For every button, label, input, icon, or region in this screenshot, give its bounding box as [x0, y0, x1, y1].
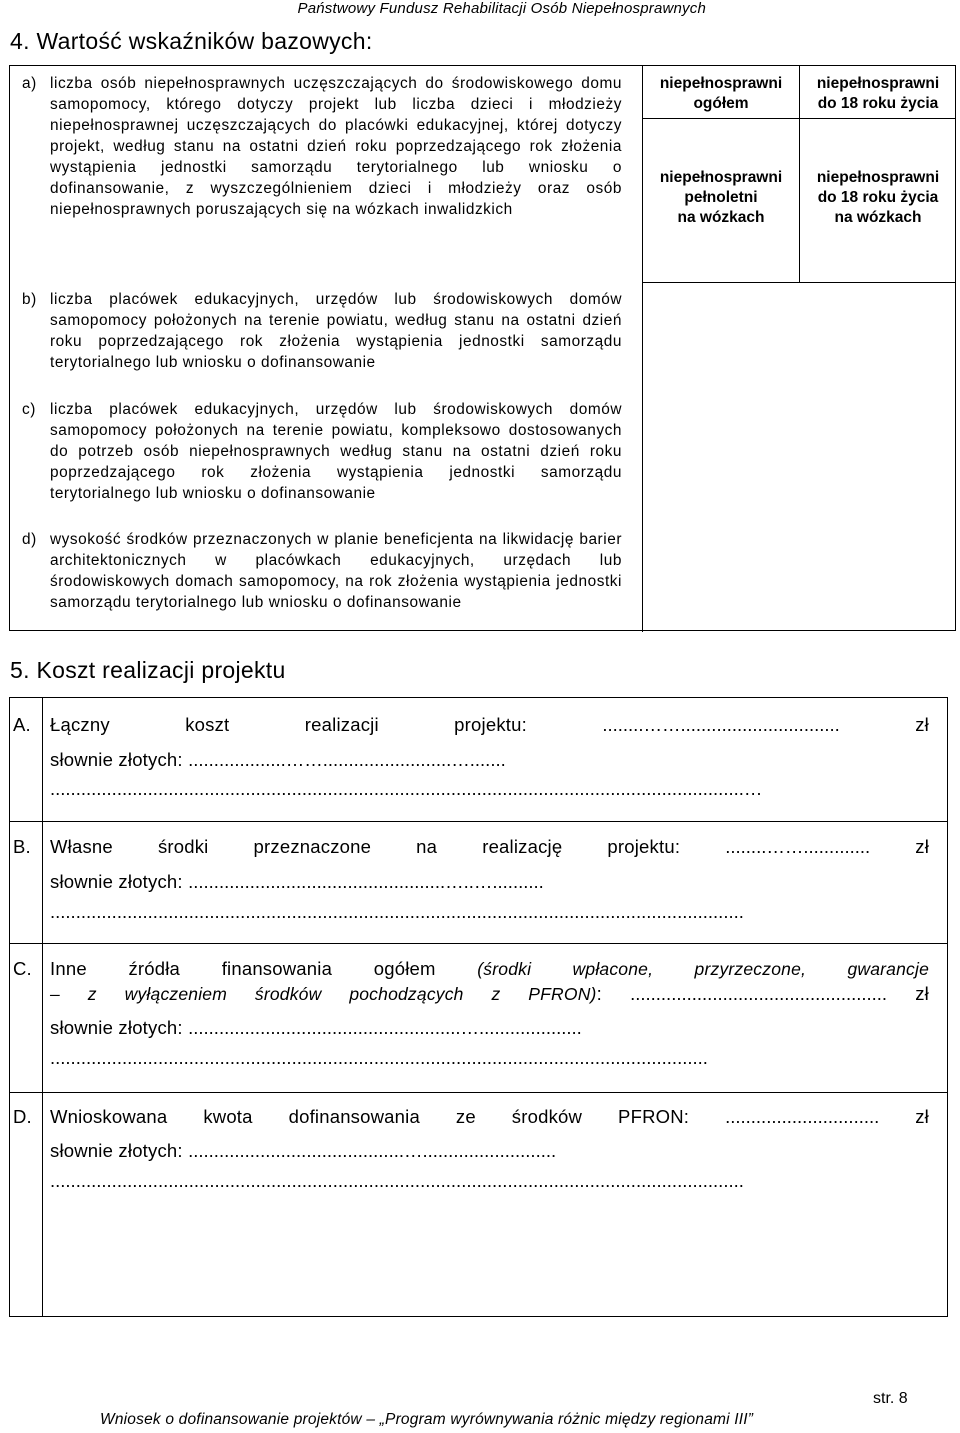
- amount-in-words-label: słownie złotych:: [50, 749, 183, 770]
- section-4-title: 4. Wartość wskaźników bazowych:: [10, 28, 373, 54]
- table-divider: [642, 118, 955, 119]
- amount-in-words-continuation: [50, 778, 929, 800]
- row-letter: A.: [13, 714, 31, 735]
- indicator-b: [22, 289, 622, 373]
- col-header-total: [643, 74, 799, 114]
- amount-in-words-continuation: [50, 1047, 929, 1069]
- other-sources-label: Inne źródła finansowania ogółem: [50, 958, 436, 979]
- cost-row-b: [10, 821, 947, 943]
- col-header-line: pełnoletni: [684, 189, 758, 206]
- total-cost-line: [50, 714, 929, 736]
- table-divider: [642, 282, 955, 283]
- page-number: str. 8: [873, 1390, 908, 1407]
- col-header-child-wheelchair: [800, 168, 956, 228]
- currency-label: zł: [915, 1106, 929, 1127]
- cost-row-d: [10, 1092, 947, 1316]
- col-header-adult-wheelchair: [643, 168, 799, 228]
- requested-amount-line: [50, 1106, 929, 1128]
- section-5-title: 5. Koszt realizacji projektu: [10, 657, 286, 683]
- amount-in-words-label: słownie złotych:: [50, 871, 183, 892]
- col-header-line: niepełnosprawni: [816, 169, 940, 186]
- other-sources-note: (środki wpłacone, przyrzeczone, gwarancje: [477, 959, 930, 979]
- header-organization: Państwowy Fundusz Rehabilitacji Osób Niepełnosprawnych: [297, 0, 706, 17]
- other-sources-line-1: [50, 958, 929, 980]
- col-header-line: niepełnosprawni: [659, 75, 783, 92]
- own-funds-label: Własne środki przeznaczone na realizację projektu:: [50, 836, 681, 857]
- indicator-c-label: c): [22, 401, 36, 418]
- amount-in-words-line: [50, 871, 929, 893]
- own-funds-line: [50, 836, 929, 858]
- row-letter: D.: [13, 1106, 32, 1127]
- col-header-line: niepełnosprawni: [659, 169, 783, 186]
- amount-in-words-continuation: [50, 901, 929, 923]
- indicator-c-text: liczba placówek edukacyjnych, urzędów lub środowiskowych domów samopomocy położonych na terenie powiatu, kompleksowo dostosowanych do potrzeb osób niepełnosprawnych według stanu na ostatni dzień roku poprzedzającego rok złożenia wystąpienia jednostki samorządu terytorialnego lub wniosku o dofinansowanie: [50, 401, 622, 502]
- amount-in-words-continuation: [50, 1170, 929, 1192]
- total-cost-label: Łączny koszt realizacji projektu:: [50, 714, 527, 735]
- indicator-c: [22, 399, 622, 504]
- baseline-indicators-table: [9, 65, 956, 631]
- amount-in-words-field[interactable]: ..................................................…..…..........: [188, 871, 544, 892]
- currency-label: zł: [915, 714, 929, 735]
- indicator-d: [22, 529, 622, 613]
- amount-in-words-label: słownie złotych:: [50, 1140, 183, 1161]
- other-sources-line-2: [50, 983, 929, 1005]
- cost-row-a: [10, 698, 947, 821]
- amount-in-words-field[interactable]: .....................................................…....................: [188, 1017, 582, 1038]
- indicator-a: [22, 73, 622, 220]
- amount-in-words-field-2[interactable]: .......................................................................................................................................…: [50, 778, 763, 799]
- amount-in-words-field[interactable]: ..........................................…..........................: [188, 1140, 557, 1161]
- col-header-line: do 18 roku życia: [817, 189, 939, 206]
- indicator-b-text: liczba placówek edukacyjnych, urzędów lub środowiskowych domów samopomocy położonych na terenie powiatu, według stanu na ostatni dzień roku poprzedzającego rok złożenia wystąpienia jednostki samorządu terytorialnego lub wniosku o dofinansowanie: [50, 291, 622, 371]
- col-header-under-18: [800, 74, 956, 114]
- row-letter: C.: [13, 958, 32, 979]
- amount-in-words-field-2[interactable]: .......................................................................................................................................: [50, 901, 744, 922]
- other-sources-amount-field[interactable]: ..................................................: [630, 983, 888, 1004]
- table-divider: [642, 282, 643, 632]
- indicator-a-label: a): [22, 75, 37, 92]
- requested-amount-label: Wnioskowana kwota dofinansowania ze środków PFRON:: [50, 1106, 690, 1127]
- indicator-d-text: wysokość środków przeznaczonych w planie beneficjenta na likwidację barier architektonicznych w placówkach edukacyjnych, urzędach lub środowiskowych domach samopomocy, na rok złożenia wystąpienia jednostki samorządu terytorialnego lub wniosku o dofinansowanie: [50, 531, 622, 611]
- col-header-line: na wózkach: [677, 209, 765, 226]
- footer-text: Wniosek o dofinansowanie projektów – „Program wyrównywania różnic między regionami III”: [100, 1411, 754, 1428]
- row-letter: B.: [13, 836, 31, 857]
- col-header-line: niepełnosprawni: [816, 75, 940, 92]
- amount-in-words-field-2[interactable]: .......................................................................................................................................: [50, 1170, 744, 1191]
- indicator-a-text: liczba osób niepełnosprawnych uczęszczających do środowiskowego domu samopomocy, którego dotyczy projekt lub liczba dzieci i młodzieży niepełnosprawnej uczęszczających do placówki edukacyjnej, której dotyczy projekt, według stanu na ostatni dzień roku poprzedzającego rok złożenia wystąpienia jednostki samorządu terytorialnego lub wniosku o dofinansowanie, z wyszczególnieniem dzieci i młodzieży oraz osób niepełnosprawnych poruszających się na wózkach inwalidzkich: [50, 75, 622, 218]
- indicator-b-label: b): [22, 291, 37, 308]
- indicator-d-label: d): [22, 531, 37, 548]
- col-header-line: ogółem: [693, 95, 749, 112]
- requested-amount-field[interactable]: ..............................: [725, 1106, 880, 1127]
- project-cost-table: [9, 697, 948, 1317]
- colon: :: [596, 983, 602, 1004]
- amount-in-words-field-2[interactable]: ................................................................................................................................: [50, 1047, 708, 1068]
- amount-in-words-field[interactable]: ...................…….........................….......: [188, 749, 506, 770]
- amount-in-words-line: [50, 1140, 929, 1162]
- amount-in-words-line: [50, 749, 929, 771]
- col-header-line: na wózkach: [834, 209, 922, 226]
- col-header-line: do 18 roku życia: [817, 95, 939, 112]
- own-funds-amount-field[interactable]: ........…….............: [725, 836, 871, 857]
- total-cost-amount-field[interactable]: ........……...............................: [602, 714, 840, 735]
- cost-row-c: [10, 943, 947, 1092]
- currency-label: zł: [915, 983, 929, 1004]
- amount-in-words-line: [50, 1017, 929, 1039]
- currency-label: zł: [915, 836, 930, 857]
- other-sources-note-2: – z wyłączeniem środków pochodzących z PFRON): [50, 984, 597, 1004]
- amount-in-words-label: słownie złotych:: [50, 1017, 183, 1038]
